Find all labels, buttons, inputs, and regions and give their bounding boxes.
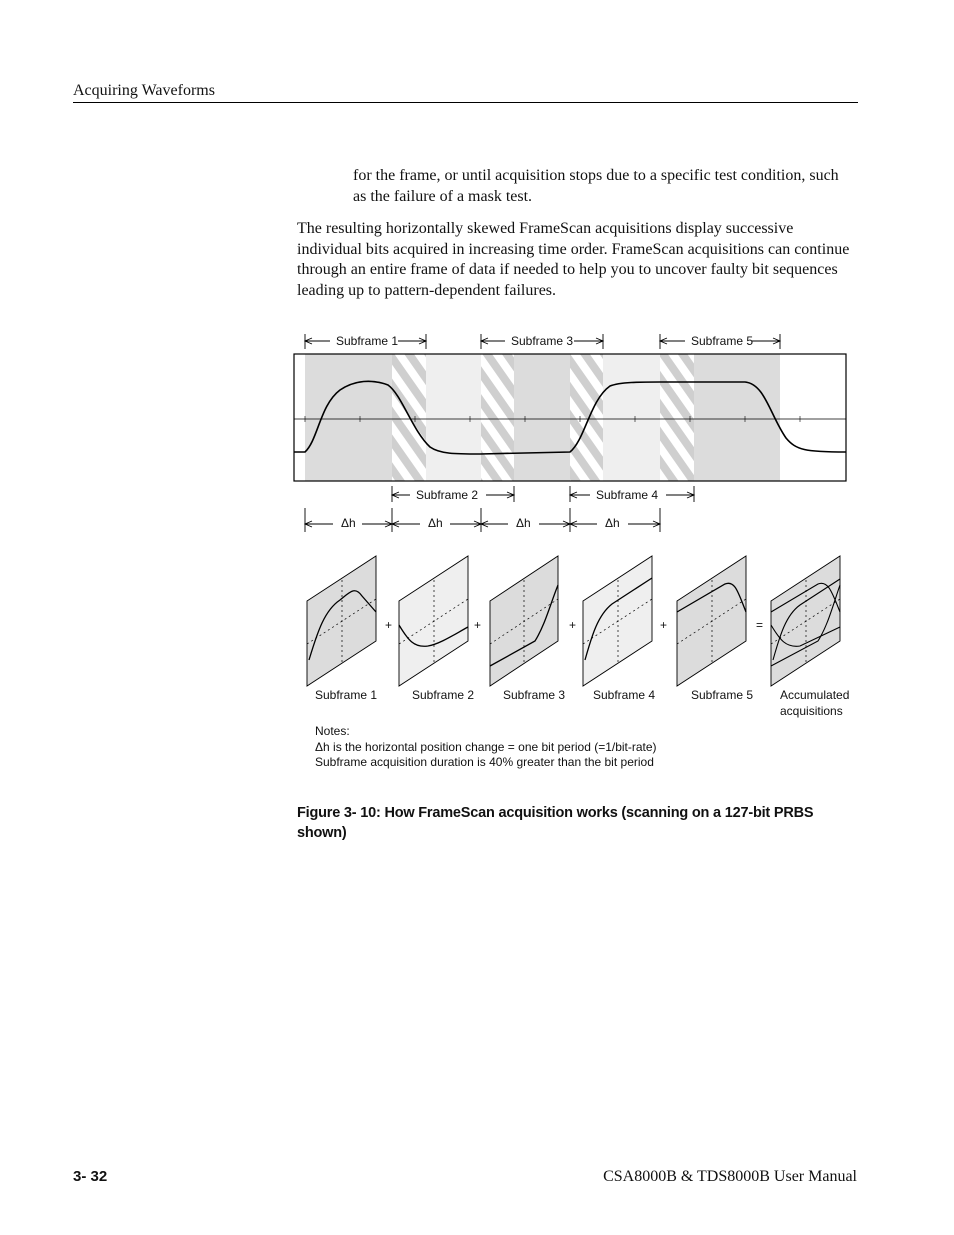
body-paragraph: The resulting horizontally skewed FrameScan acquisitions display successive individual bits acquired in increasing time order. FrameScan acquisitions can continue through an entire frame of data if needed to help you to uncover faulty bit sequences leading up to pattern-dependent failures. [297, 220, 850, 299]
delta-h-label-4: Δh [605, 516, 620, 530]
subframe-5-region [694, 354, 780, 481]
bottom-label-subframe-2: Subframe 2 [416, 488, 479, 502]
delta-h-label-1: Δh [341, 516, 356, 530]
accumulated-label-line1: Accumulated [780, 688, 850, 702]
op-plus-4: + [660, 618, 668, 632]
mini-panel-subframe-2 [399, 556, 468, 686]
top-label-subframe-1: Subframe 1 [336, 334, 399, 348]
delta-h-label-3: Δh [516, 516, 531, 530]
mini-panel-subframe-4 [583, 556, 652, 686]
figure-caption: Figure 3- 10: How FrameScan acquisition works (scanning on a 127-bit PRBS shown) [297, 805, 814, 841]
top-label-subframe-3: Subframe 3 [511, 334, 574, 348]
page-number: 3- 32 [73, 1168, 108, 1185]
notes-line-2: Subframe acquisition duration is 40% greater than the bit period [315, 755, 654, 769]
op-equals: = [756, 618, 764, 632]
op-plus-2: + [474, 618, 482, 632]
mini-label-subframe-2: Subframe 2 [412, 688, 475, 702]
overlap-4-5 [660, 354, 694, 481]
subframe-1-region [305, 354, 392, 481]
mini-panel-subframe-5 [677, 556, 746, 686]
overlap-3-4 [570, 354, 603, 481]
delta-h-label-2: Δh [428, 516, 443, 530]
subframe-shading [305, 354, 780, 481]
top-label-subframe-5: Subframe 5 [691, 334, 754, 348]
subframe-2-region [426, 354, 481, 481]
mini-panel-accumulated [771, 556, 840, 686]
section-title: Acquiring Waveforms [73, 82, 215, 99]
mini-label-subframe-1: Subframe 1 [315, 688, 378, 702]
op-plus-1: + [385, 618, 393, 632]
overlap-2-3 [481, 354, 514, 481]
bottom-label-subframe-4: Subframe 4 [596, 488, 659, 502]
subframe-4-region [603, 354, 660, 481]
continuation-paragraph: for the frame, or until acquisition stops due to a specific test condition, such as the failure of a mask test. [353, 167, 839, 205]
accumulated-label-line2: acquisitions [780, 704, 843, 718]
mini-label-subframe-4: Subframe 4 [593, 688, 656, 702]
notes-heading: Notes: [315, 724, 350, 738]
manual-title: CSA8000B & TDS8000B User Manual [603, 1168, 857, 1185]
mini-panel-subframe-3 [490, 556, 558, 686]
notes-line-1: Δh is the horizontal position change = one bit period (=1/bit-rate) [315, 740, 657, 754]
op-plus-3: + [569, 618, 577, 632]
mini-panel-subframe-1 [307, 556, 376, 686]
subframe-3-region [514, 354, 570, 481]
mini-label-subframe-5: Subframe 5 [691, 688, 754, 702]
mini-label-subframe-3: Subframe 3 [503, 688, 566, 702]
